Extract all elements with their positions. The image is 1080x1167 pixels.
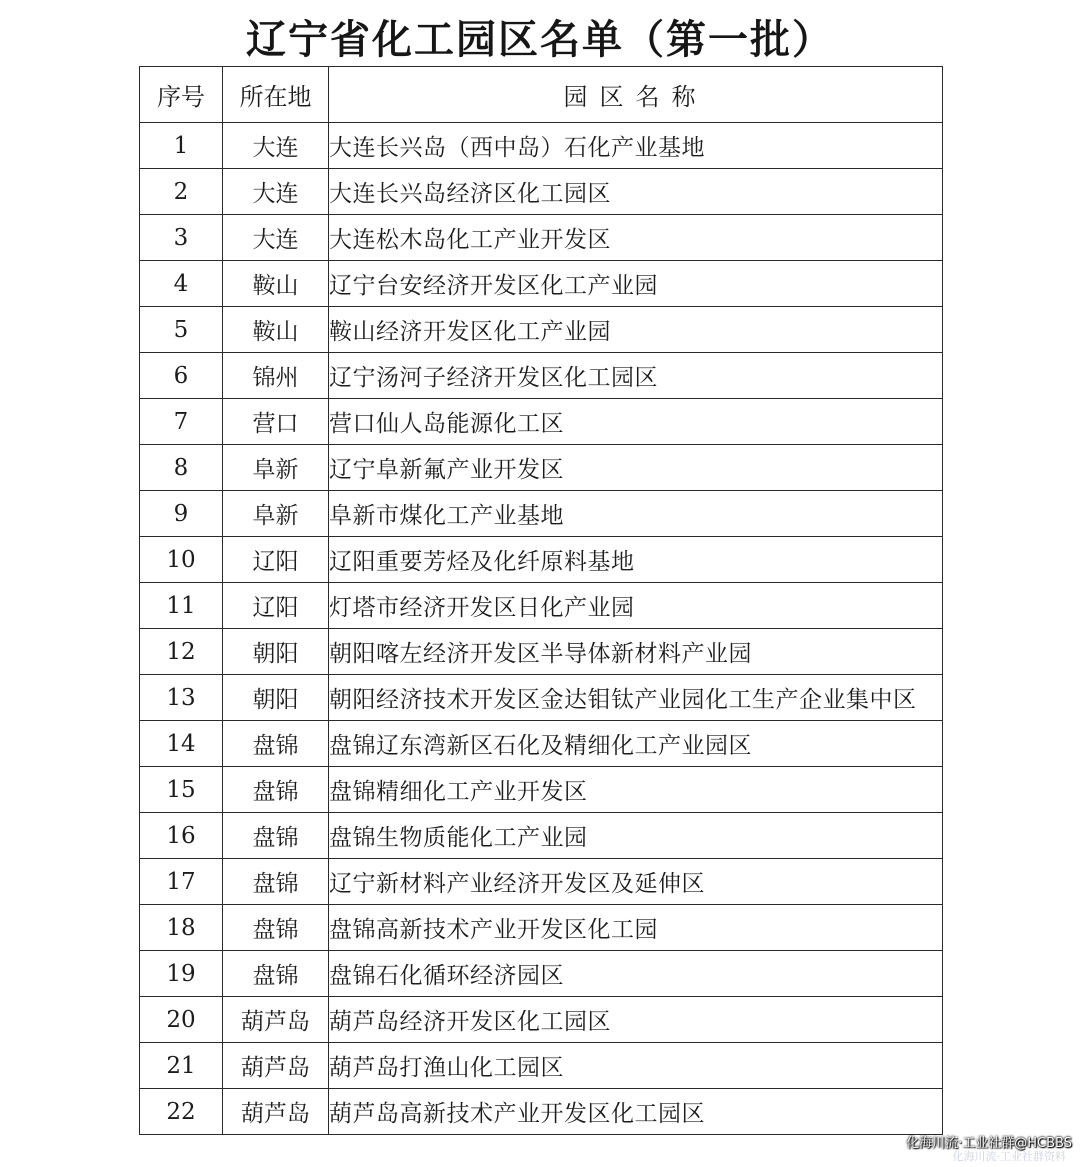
table-row	[140, 859, 943, 905]
cell-serial-number: 22	[140, 1089, 223, 1135]
table-row	[140, 261, 943, 307]
cell-serial-number: 20	[140, 997, 223, 1043]
table-row	[140, 1089, 943, 1135]
cell-location: 盘锦	[223, 859, 329, 905]
cell-location: 鞍山	[223, 261, 329, 307]
cell-serial-number: 16	[140, 813, 223, 859]
table-row	[140, 399, 943, 445]
table-row	[140, 951, 943, 997]
table-header-row	[140, 67, 943, 123]
cell-serial-number: 15	[140, 767, 223, 813]
table-row	[140, 721, 943, 767]
table-row	[140, 767, 943, 813]
cell-location: 盘锦	[223, 905, 329, 951]
table-row	[140, 169, 943, 215]
cell-serial-number: 19	[140, 951, 223, 997]
cell-serial-number: 17	[140, 859, 223, 905]
cell-serial-number: 8	[140, 445, 223, 491]
table-row	[140, 491, 943, 537]
table-row	[140, 997, 943, 1043]
cell-park-name: 辽宁台安经济开发区化工产业园	[329, 261, 943, 307]
cell-location: 葫芦岛	[223, 997, 329, 1043]
table-row	[140, 123, 943, 169]
table-row	[140, 675, 943, 721]
cell-location: 盘锦	[223, 813, 329, 859]
cell-location: 营口	[223, 399, 329, 445]
cell-serial-number: 11	[140, 583, 223, 629]
table-row	[140, 813, 943, 859]
cell-location: 大连	[223, 123, 329, 169]
page-title: 辽宁省化工园区名单（第一批）	[246, 17, 834, 63]
header-location: 所在地	[223, 67, 329, 123]
cell-location: 盘锦	[223, 951, 329, 997]
cell-location: 阜新	[223, 491, 329, 537]
cell-location: 朝阳	[223, 629, 329, 675]
cell-park-name: 盘锦生物质能化工产业园	[329, 813, 943, 859]
cell-park-name: 盘锦石化循环经济园区	[329, 951, 943, 997]
cell-serial-number: 1	[140, 123, 223, 169]
table-row	[140, 537, 943, 583]
cell-serial-number: 21	[140, 1043, 223, 1089]
cell-location: 葫芦岛	[223, 1043, 329, 1089]
cell-serial-number: 3	[140, 215, 223, 261]
cell-location: 锦州	[223, 353, 329, 399]
cell-park-name: 营口仙人岛能源化工区	[329, 399, 943, 445]
cell-location: 盘锦	[223, 767, 329, 813]
cell-park-name: 盘锦辽东湾新区石化及精细化工产业园区	[329, 721, 943, 767]
cell-park-name: 辽宁汤河子经济开发区化工园区	[329, 353, 943, 399]
cell-serial-number: 7	[140, 399, 223, 445]
cell-serial-number: 10	[140, 537, 223, 583]
header-park-name: 园区名称	[329, 67, 943, 123]
watermark-ghost: 化海川流·工业社群资料	[952, 1150, 1066, 1163]
cell-park-name: 灯塔市经济开发区日化产业园	[329, 583, 943, 629]
cell-serial-number: 4	[140, 261, 223, 307]
cell-serial-number: 6	[140, 353, 223, 399]
table-row	[140, 905, 943, 951]
cell-park-name: 盘锦精细化工产业开发区	[329, 767, 943, 813]
cell-park-name: 葫芦岛高新技术产业开发区化工园区	[329, 1089, 943, 1135]
cell-serial-number: 5	[140, 307, 223, 353]
cell-location: 辽阳	[223, 583, 329, 629]
cell-serial-number: 14	[140, 721, 223, 767]
cell-park-name: 辽宁阜新氟产业开发区	[329, 445, 943, 491]
cell-park-name: 葫芦岛打渔山化工园区	[329, 1043, 943, 1089]
cell-location: 鞍山	[223, 307, 329, 353]
cell-park-name: 朝阳喀左经济开发区半导体新材料产业园	[329, 629, 943, 675]
cell-location: 盘锦	[223, 721, 329, 767]
table-row	[140, 1043, 943, 1089]
cell-location: 辽阳	[223, 537, 329, 583]
table-row	[140, 445, 943, 491]
cell-park-name: 朝阳经济技术开发区金达钼钛产业园化工生产企业集中区	[329, 675, 943, 721]
cell-serial-number: 2	[140, 169, 223, 215]
header-serial-number: 序号	[140, 67, 223, 123]
cell-serial-number: 9	[140, 491, 223, 537]
cell-park-name: 大连长兴岛经济区化工园区	[329, 169, 943, 215]
table-row	[140, 307, 943, 353]
cell-serial-number: 18	[140, 905, 223, 951]
cell-location: 大连	[223, 215, 329, 261]
table-row	[140, 353, 943, 399]
cell-serial-number: 13	[140, 675, 223, 721]
table-row	[140, 215, 943, 261]
cell-park-name: 辽宁新材料产业经济开发区及延伸区	[329, 859, 943, 905]
cell-location: 葫芦岛	[223, 1089, 329, 1135]
cell-park-name: 葫芦岛经济开发区化工园区	[329, 997, 943, 1043]
cell-park-name: 鞍山经济开发区化工产业园	[329, 307, 943, 353]
chemical-park-table	[139, 66, 943, 1135]
cell-location: 阜新	[223, 445, 329, 491]
cell-park-name: 大连松木岛化工产业开发区	[329, 215, 943, 261]
cell-location: 大连	[223, 169, 329, 215]
cell-park-name: 阜新市煤化工产业基地	[329, 491, 943, 537]
watermark: 化海川流·工业社群@HCBBS	[906, 1136, 1072, 1151]
table-row	[140, 583, 943, 629]
table-row	[140, 629, 943, 675]
cell-serial-number: 12	[140, 629, 223, 675]
cell-park-name: 大连长兴岛（西中岛）石化产业基地	[329, 123, 943, 169]
cell-park-name: 盘锦高新技术产业开发区化工园	[329, 905, 943, 951]
cell-park-name: 辽阳重要芳烃及化纤原料基地	[329, 537, 943, 583]
cell-location: 朝阳	[223, 675, 329, 721]
